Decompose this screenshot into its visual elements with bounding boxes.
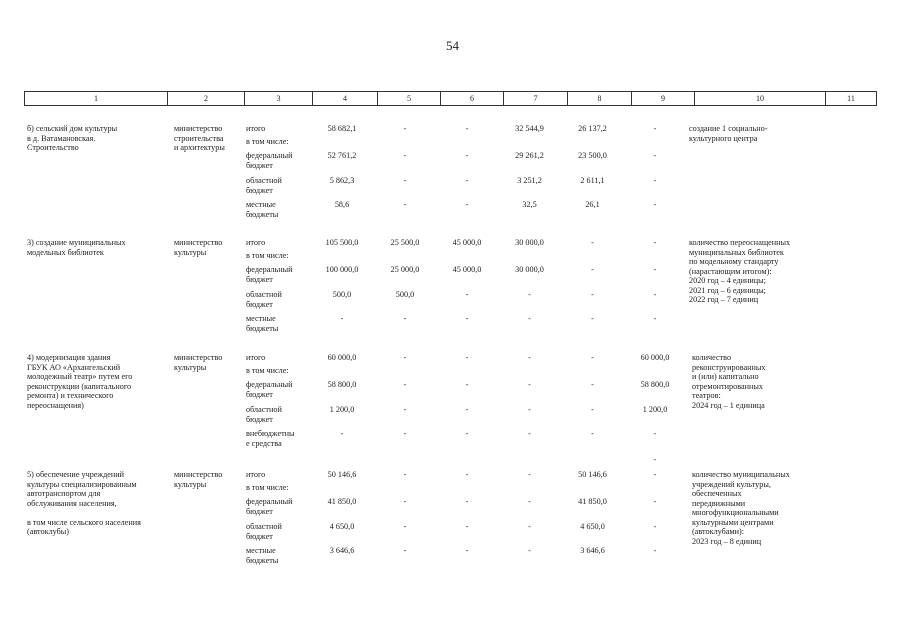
- funding-value-cell: 41 850,0: [327, 497, 357, 506]
- funding-source-label: областной: [246, 176, 282, 185]
- funding-value-cell: 32 544,9: [515, 124, 544, 133]
- row-name-line: реконструкции (капитального: [27, 381, 132, 391]
- funding-value-cell: 32,5: [522, 200, 537, 209]
- funding-value-cell: -: [591, 380, 594, 389]
- funding-source-label: внебюджетны: [246, 429, 295, 438]
- funding-value-cell: -: [403, 314, 407, 323]
- row-result-line: количество переоснащенных: [689, 238, 791, 247]
- funding-value-cell: 58 682,1: [327, 124, 357, 133]
- page-number: 54: [446, 38, 459, 53]
- funding-source-label: областной: [246, 290, 282, 299]
- funding-value-cell: -: [403, 546, 407, 555]
- funding-value-cell: -: [465, 124, 469, 133]
- funding-value-cell: -: [653, 429, 657, 438]
- funding-value-cell: 1 200,0: [329, 405, 355, 414]
- funding-value-cell: 500,0: [332, 290, 352, 299]
- funding-value-cell: -: [653, 290, 657, 299]
- funding-value-cell: 4 650,0: [329, 522, 355, 531]
- funding-source-label: бюджет: [246, 414, 273, 424]
- row-result-line: культурными центрами: [692, 517, 774, 527]
- funding-value-cell: 3 646,6: [329, 546, 355, 555]
- trailing-dash: -: [653, 455, 657, 464]
- row-result-line: (нарастающим итогом):: [689, 266, 772, 276]
- row-name-line: автотранспортом для: [27, 489, 101, 498]
- funding-source-label: е средства: [246, 438, 282, 448]
- funding-value-cell: 25 000,0: [390, 265, 420, 274]
- row-executor-line: культуры: [174, 247, 207, 257]
- row-name-line: 3) создание муниципальных: [27, 238, 126, 247]
- row-result-line: учреждений культуры,: [692, 479, 771, 489]
- funding-value-cell: -: [528, 546, 531, 555]
- funding-value-cell: -: [465, 380, 469, 389]
- funding-value-cell: -: [465, 405, 469, 414]
- col-header-6: 6: [441, 92, 504, 106]
- row-name-line: б) сельский дом культуры: [27, 124, 118, 133]
- funding-value-cell: -: [403, 522, 407, 531]
- funding-value-cell: 60 000,0: [640, 353, 670, 362]
- col-header-9: 9: [632, 92, 695, 106]
- funding-source-label: бюджеты: [246, 555, 279, 565]
- funding-value-cell: -: [591, 290, 594, 299]
- funding-value-cell: -: [653, 314, 657, 323]
- funding-source-label: местные: [246, 200, 276, 209]
- col-header-4: 4: [313, 92, 378, 106]
- row-result-line: отремонтированных: [692, 381, 763, 391]
- funding-value-cell: 500,0: [395, 290, 415, 299]
- funding-value-cell: 100 000,0: [325, 265, 359, 274]
- funding-source-label: бюджет: [246, 274, 273, 284]
- funding-source-label: итого: [246, 238, 266, 247]
- funding-source-label: бюджет: [246, 389, 273, 399]
- funding-value-cell: -: [528, 429, 531, 438]
- funding-source-label: федеральный: [246, 151, 293, 160]
- col-header-5: 5: [378, 92, 441, 106]
- funding-source-label: местные: [246, 314, 276, 323]
- row-result-line: муниципальных библиотек: [689, 247, 784, 257]
- col-header-8: 8: [568, 92, 632, 106]
- funding-value-cell: -: [528, 380, 531, 389]
- funding-value-cell: -: [591, 429, 594, 438]
- col-header-1: 1: [25, 92, 168, 106]
- funding-source-label: федеральный: [246, 497, 293, 506]
- funding-value-cell: -: [528, 314, 531, 323]
- funding-value-cell: -: [591, 405, 594, 414]
- funding-value-cell: 50 146,6: [578, 470, 607, 479]
- funding-value-cell: -: [528, 290, 531, 299]
- row-name-line: 5) обеспечение учреждений: [27, 470, 125, 479]
- col-header-11: 11: [826, 92, 877, 106]
- funding-value-cell: -: [403, 176, 407, 185]
- funding-value-cell: -: [653, 151, 657, 160]
- funding-source-label: бюджет: [246, 185, 273, 195]
- funding-value-cell: -: [403, 497, 407, 506]
- funding-value-cell: -: [528, 353, 531, 362]
- funding-value-cell: 50 146,6: [327, 470, 357, 479]
- funding-source-label: бюджет: [246, 299, 273, 309]
- funding-value-cell: -: [528, 405, 531, 414]
- funding-source-label: в том числе:: [246, 366, 289, 375]
- funding-value-cell: -: [653, 265, 657, 274]
- funding-value-cell: -: [403, 124, 407, 133]
- funding-value-cell: -: [591, 265, 594, 274]
- funding-source-label: в том числе:: [246, 483, 289, 492]
- row-result-line: 2021 год – 6 единицы;: [689, 285, 766, 295]
- col-header-3: 3: [245, 92, 313, 106]
- funding-source-label: бюджет: [246, 160, 273, 170]
- row-result-line: 2023 год – 8 единиц: [692, 536, 762, 546]
- funding-value-cell: -: [465, 429, 469, 438]
- funding-value-cell: -: [653, 124, 657, 133]
- funding-value-cell: 29 261,2: [515, 151, 544, 160]
- row-name-line: (автоклубы): [27, 527, 70, 536]
- funding-value-cell: 58 800,0: [327, 380, 357, 389]
- funding-value-cell: 26,1: [585, 200, 600, 209]
- funding-value-cell: -: [465, 200, 469, 209]
- funding-value-cell: 1 200,0: [642, 405, 668, 414]
- row-result-line: создание 1 социально-: [689, 124, 768, 133]
- row-result-line: реконструированных: [692, 362, 766, 372]
- row-result-line: 2020 год – 4 единицы;: [689, 276, 766, 285]
- funding-value-cell: 60 000,0: [327, 353, 357, 362]
- funding-value-cell: -: [465, 353, 469, 362]
- funding-value-cell: 4 650,0: [580, 522, 605, 531]
- funding-value-cell: -: [403, 151, 407, 160]
- funding-source-label: в том числе:: [246, 137, 289, 146]
- funding-value-cell: -: [403, 405, 407, 414]
- funding-value-cell: 58 800,0: [640, 380, 670, 389]
- col-header-10: 10: [695, 92, 826, 106]
- funding-value-cell: 105 500,0: [325, 238, 359, 247]
- funding-value-cell: -: [653, 200, 657, 209]
- funding-value-cell: -: [340, 314, 344, 323]
- row-name-line: переоснащения): [27, 400, 84, 410]
- funding-source-label: областной: [246, 522, 282, 531]
- funding-value-cell: -: [465, 497, 469, 506]
- funding-value-cell: 3 646,6: [580, 546, 605, 555]
- funding-value-cell: 52 761,2: [327, 151, 357, 160]
- row-result-line: обеспеченных: [692, 489, 742, 498]
- row-name-line: молодежный театр» путем его: [27, 372, 133, 381]
- row-result-line: 2022 год – 7 единиц: [689, 295, 759, 304]
- funding-value-cell: -: [653, 497, 657, 506]
- funding-value-cell: -: [653, 522, 657, 531]
- row-result-line: (автоклубами):: [692, 527, 744, 536]
- row-executor-line: культуры: [174, 479, 207, 489]
- row-name-line: Строительство: [27, 143, 79, 152]
- column-number-header: [24, 91, 877, 106]
- row-executor-line: министерство: [174, 124, 223, 133]
- funding-source-label: областной: [246, 405, 282, 414]
- funding-source-label: федеральный: [246, 265, 293, 274]
- funding-value-cell: -: [403, 200, 407, 209]
- funding-source-label: бюджеты: [246, 323, 279, 333]
- funding-value-cell: -: [465, 546, 469, 555]
- funding-value-cell: -: [465, 470, 469, 479]
- row-executor-line: министерство: [174, 238, 223, 247]
- funding-value-cell: 30 000,0: [515, 265, 544, 274]
- funding-value-cell: -: [403, 380, 407, 389]
- funding-source-label: местные: [246, 546, 276, 555]
- funding-value-cell: -: [528, 522, 531, 531]
- row-executor-line: и архитектуры: [174, 143, 225, 152]
- row-result-line: театров:: [692, 391, 721, 400]
- row-result-line: по модельному стандарту: [689, 257, 779, 266]
- funding-value-cell: -: [465, 314, 469, 323]
- funding-value-cell: -: [591, 238, 594, 247]
- funding-value-cell: -: [465, 290, 469, 299]
- funding-value-cell: 25 500,0: [390, 238, 420, 247]
- row-name-line: 4) модернизация здания: [27, 353, 111, 362]
- row-name-line: ГБУК АО «Архангельский: [27, 362, 121, 372]
- row-result-line: и (или) капитально: [692, 372, 759, 381]
- funding-value-cell: 26 137,2: [578, 124, 607, 133]
- row-result-line: количество муниципальных: [692, 470, 790, 479]
- row-executor-line: министерство: [174, 353, 223, 362]
- funding-value-cell: -: [403, 470, 407, 479]
- funding-value-cell: -: [528, 470, 531, 479]
- funding-value-cell: 58,6: [334, 200, 350, 209]
- funding-value-cell: -: [465, 522, 469, 531]
- funding-value-cell: 3 251,2: [517, 176, 542, 185]
- funding-value-cell: 23 500,0: [578, 151, 607, 160]
- funding-value-cell: 45 000,0: [452, 238, 482, 247]
- row-name-line: обслуживания населения,: [27, 498, 117, 508]
- funding-value-cell: -: [653, 176, 657, 185]
- row-executor-line: министерство: [174, 470, 223, 479]
- row-name-line: ремонта) и технического: [27, 391, 114, 400]
- col-header-2: 2: [168, 92, 245, 106]
- funding-source-label: итого: [246, 353, 266, 362]
- row-name-line: в д. Ватамановская.: [27, 133, 96, 143]
- funding-value-cell: -: [340, 429, 344, 438]
- funding-value-cell: -: [528, 497, 531, 506]
- funding-source-label: бюджет: [246, 506, 273, 516]
- row-executor-line: культуры: [174, 362, 207, 372]
- funding-value-cell: -: [653, 546, 657, 555]
- funding-source-label: бюджеты: [246, 209, 279, 219]
- funding-value-cell: -: [653, 470, 657, 479]
- funding-value-cell: -: [653, 238, 657, 247]
- funding-source-label: итого: [246, 470, 266, 479]
- row-result-line: 2024 год – 1 единица: [692, 400, 765, 410]
- funding-value-cell: -: [591, 314, 594, 323]
- funding-source-label: бюджет: [246, 531, 273, 541]
- funding-value-cell: 45 000,0: [452, 265, 482, 274]
- row-name-line: в том числе сельского населения: [27, 517, 141, 527]
- row-executor-line: строительства: [174, 133, 224, 143]
- funding-value-cell: 2 611,1: [580, 176, 605, 185]
- row-name-line: культуры специализированным: [27, 479, 137, 489]
- row-result-line: культурного центра: [689, 133, 758, 143]
- funding-value-cell: 30 000,0: [515, 238, 544, 247]
- funding-value-cell: -: [465, 151, 469, 160]
- funding-value-cell: -: [591, 353, 594, 362]
- funding-value-cell: -: [403, 429, 407, 438]
- funding-value-cell: -: [403, 353, 407, 362]
- row-name-line: модельных библиотек: [27, 247, 104, 257]
- funding-value-cell: -: [465, 176, 469, 185]
- funding-value-cell: 5 862,3: [329, 176, 355, 185]
- funding-value-cell: 41 850,0: [578, 497, 607, 506]
- col-header-7: 7: [504, 92, 568, 106]
- funding-source-label: федеральный: [246, 380, 293, 389]
- row-result-line: многофункциональными: [692, 508, 779, 517]
- funding-source-label: итого: [246, 124, 266, 133]
- funding-source-label: в том числе:: [246, 251, 289, 260]
- row-result-line: передвижными: [692, 498, 746, 508]
- row-result-line: количество: [692, 353, 732, 362]
